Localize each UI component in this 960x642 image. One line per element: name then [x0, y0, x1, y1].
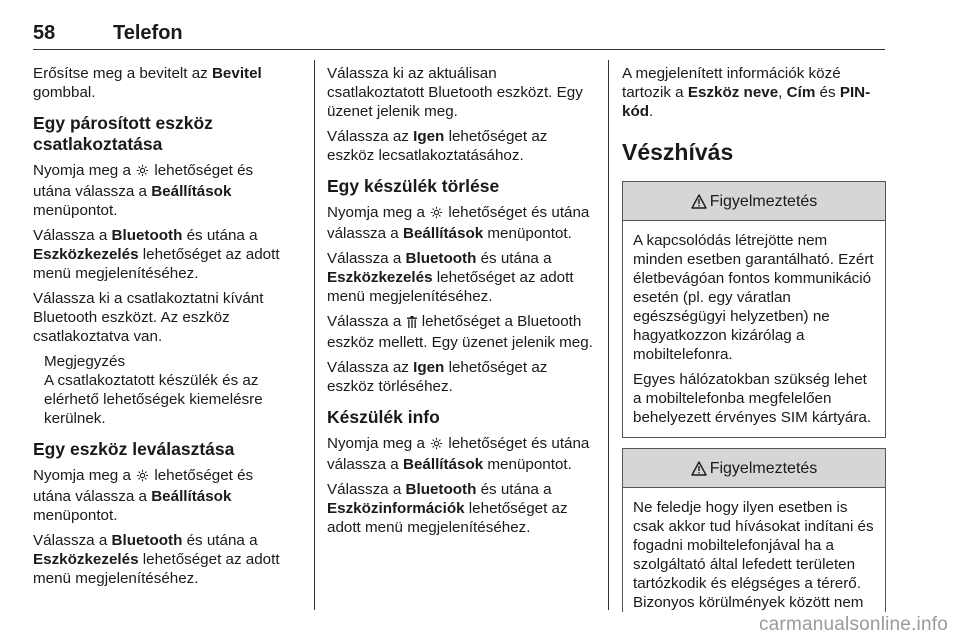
bold-term: Igen [413, 359, 445, 376]
gear-icon [430, 205, 443, 224]
bold-term: Bluetooth [405, 481, 477, 498]
text: menüpontot. [483, 456, 572, 473]
paragraph-confirm [33, 64, 295, 102]
heading-delete-device: Egy készülék törlése [327, 176, 500, 196]
text: . [649, 103, 654, 120]
paragraph [33, 226, 295, 283]
note-box [33, 352, 295, 428]
page-title: Telefon [113, 22, 183, 44]
page-number: 58 [33, 22, 56, 44]
text: lehetőséget az adott menü megjelenítéséhez. [33, 246, 280, 282]
text: lehetőséget az eszköz lecsatlakoztatásához. [327, 128, 548, 164]
bold-term: Beállítások [151, 183, 232, 200]
heading-emergency-call: Vészhívás [622, 139, 734, 165]
watermark: carmanualsonline.info [758, 614, 948, 635]
text: Nyomja meg a [327, 435, 430, 452]
paragraph [327, 249, 595, 306]
paragraph: Válassza ki a csatlakoztatni kívánt Bluetooth eszközt. Az eszköz csatlakoztatva van. [33, 290, 264, 345]
warning-body [623, 221, 885, 437]
paragraph [327, 127, 595, 165]
note-title: Megjegyzés [44, 353, 126, 370]
paragraph [327, 312, 595, 352]
bold-term: PIN-kód [622, 84, 871, 120]
paragraph [33, 161, 295, 220]
bold-term: Eszközkezelés [33, 551, 139, 568]
bold-term: Beállítások [402, 456, 484, 473]
column-divider-2 [608, 60, 609, 610]
warning-box [622, 448, 886, 612]
bold-term: Eszközkezelés [33, 246, 139, 263]
paragraph [327, 203, 595, 243]
bold-term: Bluetooth [111, 227, 183, 244]
paragraph [33, 466, 295, 525]
text: gombbal. [33, 84, 96, 101]
text: menüpontot. [483, 225, 572, 242]
warning-text: Ne feledje hogy ilyen esetben is csak akkor tud hívásokat indítani és fogadni mobiltelefonjával ha a szolgáltató által lefedett területen tartózkodik és elégséges a térerő. Bizonyos körülmények között nem [633, 499, 874, 611]
header-rule [33, 49, 885, 50]
heading-device-info: Készülék info [327, 407, 440, 427]
text: lehetőséget az adott menü megjelenítéséhez. [327, 269, 574, 305]
gear-icon [136, 468, 149, 487]
heading-connect-paired: Egy párosított eszköz csatlakoztatása [33, 113, 213, 154]
bold-term: Bluetooth [405, 250, 477, 267]
text: lehetőséget az adott menü megjelenítéséhez. [327, 500, 568, 536]
text: és utána a [476, 250, 552, 267]
paragraph [327, 358, 595, 396]
text: lehetőséget és utána válassza a [327, 435, 590, 473]
column-2 [327, 64, 595, 543]
paragraph: Válassza ki az aktuálisan csatlakoztatott Bluetooth eszközt. Egy üzenet jelenik meg. [327, 65, 583, 120]
text: lehetőséget az adott menü megjelenítéséhez. [33, 551, 280, 587]
text: Nyomja meg a [33, 467, 136, 484]
warning-title: Figyelmeztetés [709, 459, 818, 477]
warning-header [623, 449, 885, 488]
text: Erősítse meg a bevitelt az [33, 65, 212, 82]
paragraph [327, 434, 595, 474]
text: lehetőséget és utána válassza a [327, 204, 590, 242]
bold-term: Beállítások [151, 488, 232, 505]
text: lehetőséget és utána válassza a [33, 162, 254, 200]
gear-icon [430, 436, 443, 455]
warning-triangle-icon [691, 461, 707, 476]
bold-term: Beállítások [402, 225, 484, 242]
text: Válassza a [33, 227, 112, 244]
warning-triangle-icon [691, 194, 707, 209]
warning-text: Egyes hálózatokban szükség lehet a mobiltelefonba megfelelően behelyezett érvényes SIM kártyára. [633, 371, 872, 426]
text: Nyomja meg a [33, 162, 136, 179]
text: Válassza a [33, 532, 112, 549]
bold-term: Eszközkezelés [327, 269, 433, 286]
text: menüpontot. [33, 202, 118, 219]
warning-body [623, 488, 885, 612]
heading-disconnect: Egy eszköz leválasztása [33, 439, 235, 459]
text: lehetőséget az eszköz törléséhez. [327, 359, 548, 395]
warning-box [622, 181, 886, 438]
text: , [778, 84, 787, 101]
warning-text: A kapcsolódás létrejötte nem minden esetben garantálható. Ezért életbevágóan fontos kommunikáció esetén (pl. egy váratlan egészségügyi helyzetben) ne hagyatkozzon kizárólag a mobiltelefonra. [633, 232, 874, 363]
warning-title: Figyelmeztetés [709, 192, 818, 210]
text: Válassza az [327, 128, 414, 145]
column-1 [33, 64, 295, 594]
warning-header [623, 182, 885, 221]
bold-term: Bluetooth [111, 532, 183, 549]
bold-term: Eszközinformációk [327, 500, 465, 517]
text: Válassza a [327, 250, 406, 267]
paragraph [327, 480, 595, 537]
note-text: A csatlakoztatott készülék és az elérhető lehetőségek kiemelésre kerülnek. [44, 372, 263, 427]
paragraph [33, 531, 295, 588]
column-3 [622, 64, 886, 618]
paragraph [622, 64, 886, 121]
text: és utána a [182, 227, 258, 244]
gear-icon [136, 163, 149, 182]
text: lehetőséget és utána válassza a [33, 467, 254, 505]
text: és [815, 84, 840, 101]
text: A megjelenített információk közé tartozik a [622, 65, 841, 101]
text: menüpontot. [33, 507, 118, 524]
text: és utána a [182, 532, 258, 549]
column-divider-1 [314, 60, 315, 610]
bold-term: Eszköz neve [687, 84, 779, 101]
text: Válassza a [327, 313, 406, 330]
bold-term: Bevitel [211, 65, 262, 82]
bold-term: Igen [413, 128, 445, 145]
text: lehetőséget a Bluetooth eszköz mellett. Egy üzenet jelenik meg. [327, 313, 593, 351]
bold-term: Cím [786, 84, 816, 101]
text: és utána a [476, 481, 552, 498]
text: Válassza a [327, 481, 406, 498]
text: Válassza az [327, 359, 414, 376]
trash-icon [407, 314, 417, 333]
text: Nyomja meg a [327, 204, 430, 221]
